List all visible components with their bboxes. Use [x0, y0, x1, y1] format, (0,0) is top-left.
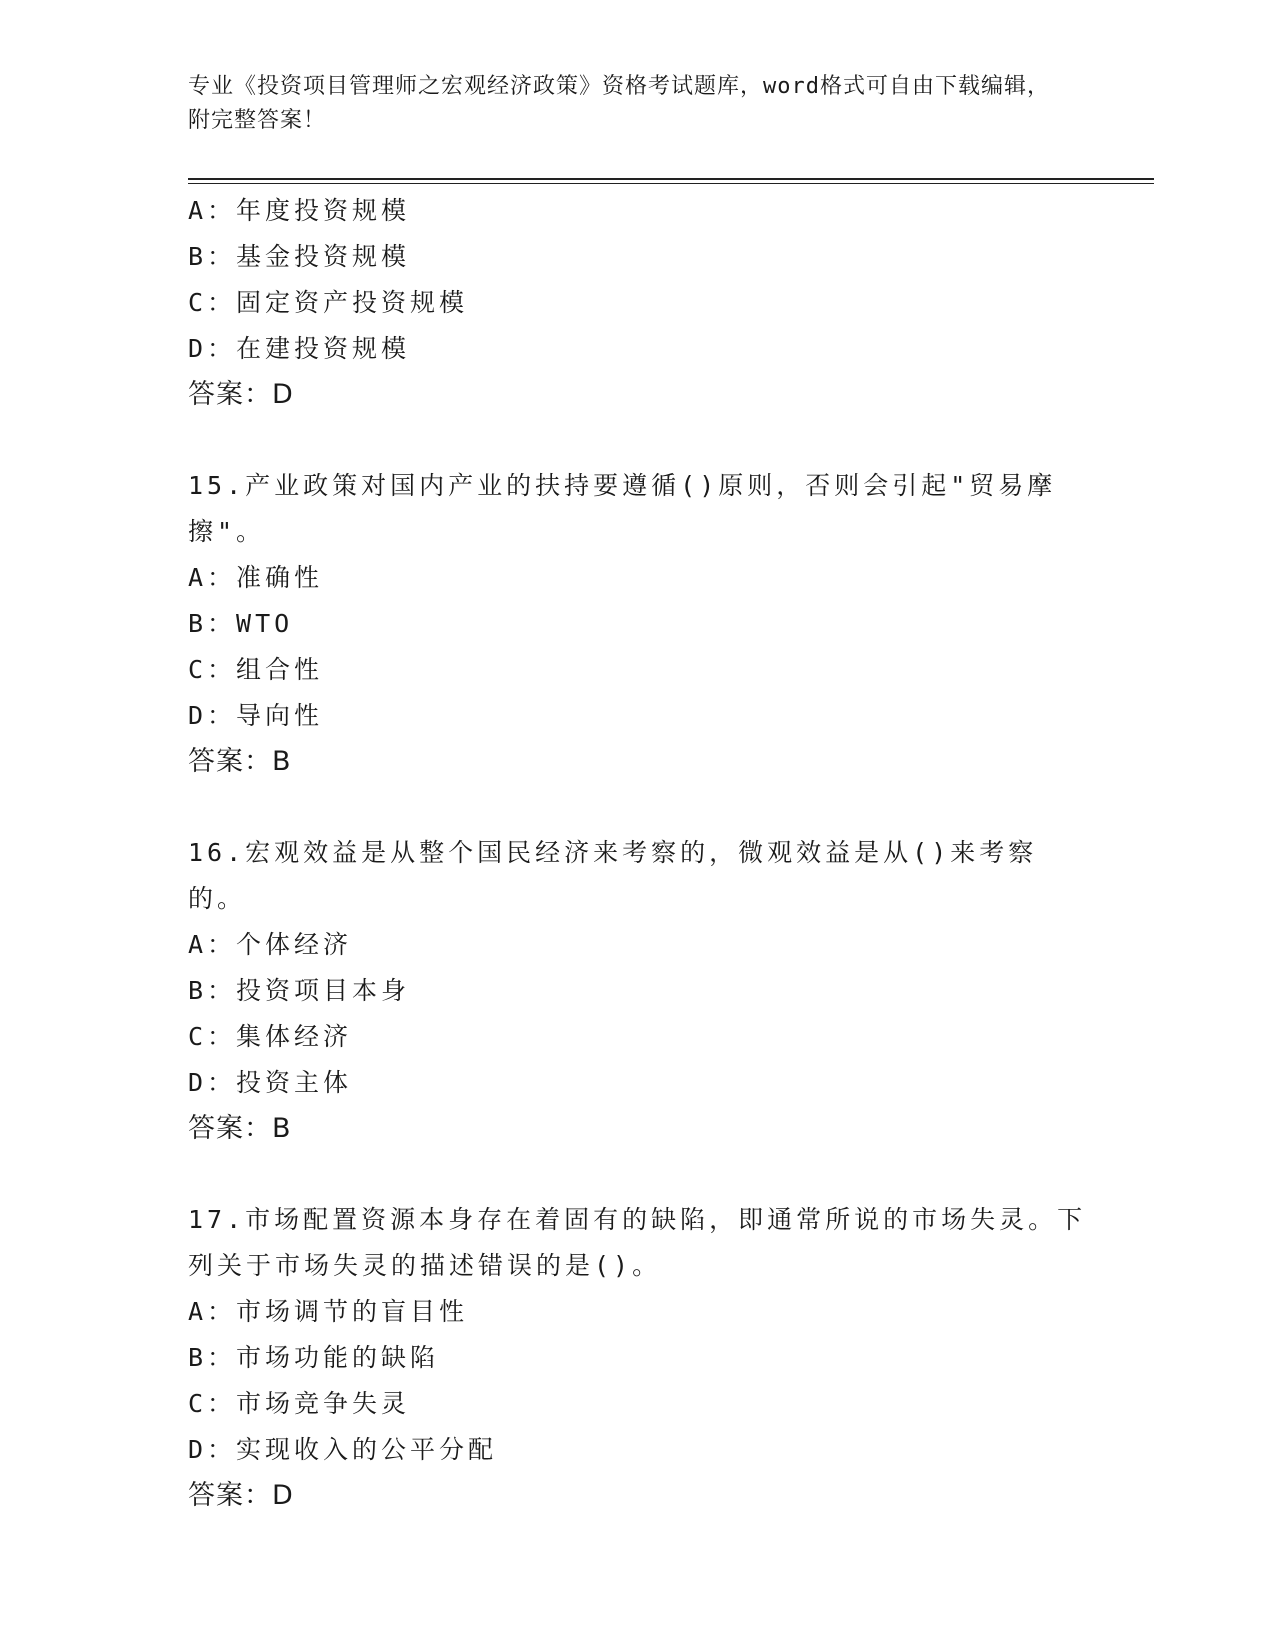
option-a: A：市场调节的盲目性	[188, 1297, 469, 1326]
answer: 答案：D	[188, 379, 294, 410]
option-a: A：年度投资规模	[188, 196, 411, 225]
question-text: 17.市场配置资源本身存在着固有的缺陷，即通常所说的市场失灵。下列关于市场失灵的描述错误的是()。	[188, 1205, 1087, 1280]
question-block-15	[188, 463, 1088, 785]
option-b: B：WTO	[188, 609, 294, 638]
answer: 答案：D	[188, 1480, 294, 1511]
question-text: 15.产业政策对国内产业的扶持要遵循()原则，否则会引起"贸易摩擦"。	[188, 471, 1057, 546]
question-block-14	[188, 188, 1088, 418]
option-a: A：准确性	[188, 563, 324, 592]
option-b: B：投资项目本身	[188, 976, 411, 1005]
option-d: D：实现收入的公平分配	[188, 1435, 498, 1464]
question-block-17	[188, 1197, 1088, 1519]
option-a: A：个体经济	[188, 930, 353, 959]
option-c: C：市场竞争失灵	[188, 1389, 411, 1418]
option-c: C：组合性	[188, 655, 324, 684]
question-block-16	[188, 830, 1088, 1152]
answer: 答案：B	[188, 1113, 292, 1144]
option-c: C：固定资产投资规模	[188, 288, 469, 317]
header-rule-thick	[188, 178, 1154, 180]
option-b: B：市场功能的缺陷	[188, 1343, 440, 1372]
option-d: D：投资主体	[188, 1068, 353, 1097]
document-header: 专业《投资项目管理师之宏观经济政策》资格考试题库，word格式可自由下载编辑，附完整答案！	[188, 74, 1050, 133]
question-list	[188, 188, 1088, 1519]
header-rule-thin	[188, 183, 1154, 184]
option-d: D：导向性	[188, 701, 324, 730]
option-c: C：集体经济	[188, 1022, 353, 1051]
option-d: D：在建投资规模	[188, 334, 411, 363]
option-b: B：基金投资规模	[188, 242, 411, 271]
answer: 答案：B	[188, 746, 292, 777]
question-text: 16.宏观效益是从整个国民经济来考察的，微观效益是从()来考察的。	[188, 838, 1038, 913]
